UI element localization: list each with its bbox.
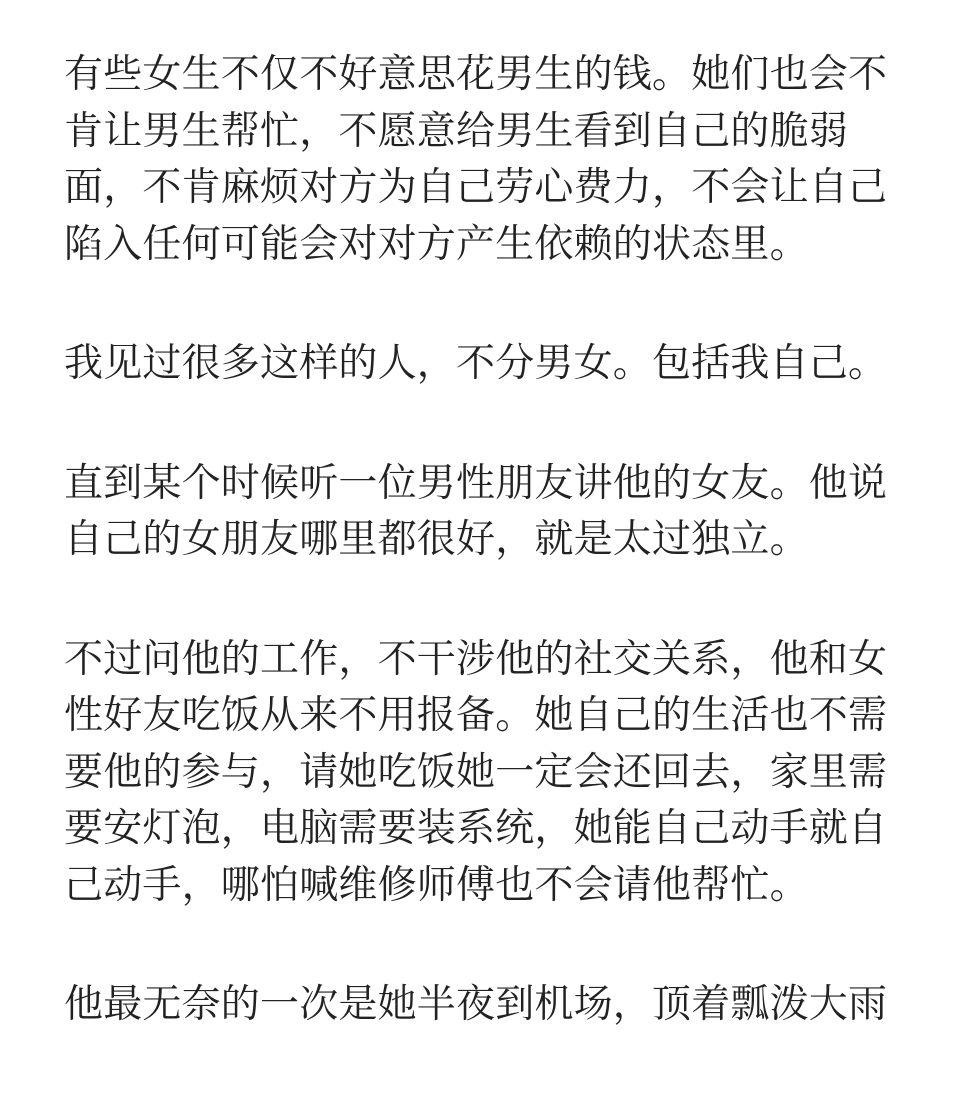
- paragraph: [64, 47, 944, 273]
- text-line: 要安灯泡，电脑需要装系统，她能自己动手就自: [64, 806, 888, 851]
- text-line: 己动手，哪怕喊维修师傅也不会请他帮忙。: [64, 862, 809, 908]
- text-line: 自己的女朋友哪里都很好，就是太过独立。: [64, 517, 809, 562]
- text-line: 面，不肯麻烦对方为自己劳心费力，不会让自己: [64, 165, 888, 210]
- text-line: 直到某个时候听一位男性朋友讲他的女友。他说: [64, 460, 888, 506]
- paragraph: [64, 632, 944, 915]
- article-body: [64, 47, 944, 1097]
- text-line: 性好友吃饭从来不用报备。她自己的生活也不需: [64, 693, 888, 738]
- text-line: 他最无奈的一次是她半夜到机场，顶着瓢泼大雨: [64, 982, 888, 1027]
- paragraph: [64, 456, 944, 569]
- text-line: 肯让男生帮忙，不愿意给男生看到自己的脆弱: [64, 108, 849, 154]
- text-line: 要他的参与，请她吃饭她一定会还回去，家里需: [64, 749, 888, 795]
- text-line: 我见过很多这样的人，不分男女。包括我自己。: [64, 341, 888, 386]
- text-line: 陷入任何可能会对对方产生依赖的状态里。: [64, 221, 809, 267]
- text-line: 不过问他的工作，不干涉他的社交关系，他和女: [64, 636, 888, 682]
- paragraph: [64, 977, 944, 1034]
- paragraph: [64, 336, 944, 393]
- text-line: 有些女生不仅不好意思花男生的钱。她们也会不: [64, 52, 888, 97]
